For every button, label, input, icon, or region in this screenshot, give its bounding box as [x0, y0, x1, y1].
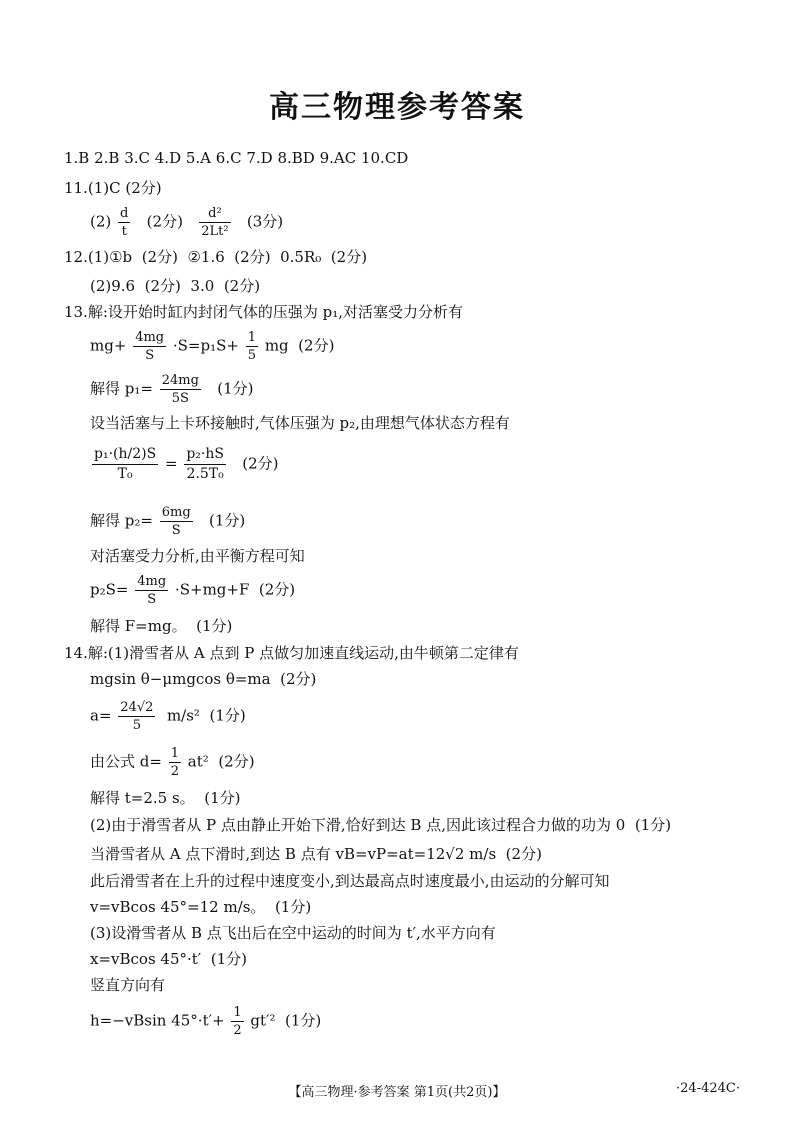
numerator: 4mg: [137, 574, 167, 589]
fraction: [92, 446, 158, 483]
denominator: S: [171, 523, 181, 538]
answers-line-13-state: [90, 416, 510, 431]
line-text: 设当活塞与上卡环接触时,气体压强为 p₂,由理想气体状态方程有: [90, 414, 510, 432]
denominator: S: [147, 592, 157, 607]
answers-line-13-p2: [90, 505, 245, 538]
numerator: 24mg: [161, 373, 199, 388]
line-pre: h=−vBsin 45°·t′+: [90, 1011, 225, 1030]
denominator: 2Lt²: [201, 224, 229, 239]
answers-line-13-p1: [90, 373, 254, 406]
numerator: 1: [247, 330, 257, 345]
answers-line-13-eq2: [90, 446, 279, 483]
answers-line-mc: [64, 151, 408, 166]
answers-line-13-eq1: [90, 330, 334, 363]
answers-line-13-eq3: [90, 574, 295, 607]
line-text: 当滑雪者从 A 点下滑时,到达 B 点有 vB=vP=at=12√2 m/s (2分): [90, 845, 542, 863]
line-mid: =: [164, 454, 178, 473]
line-pre: 解得 p₂=: [90, 511, 153, 530]
line-pre: (2): [90, 212, 112, 231]
line-text: 对活塞受力分析,由平衡方程可知: [90, 547, 305, 565]
numerator: d: [120, 206, 129, 221]
numerator: 1: [233, 1005, 242, 1020]
line-text: 12.(1)①b (2分) ②1.6 (2分) 0.5R₀ (2分): [64, 248, 368, 266]
numerator: p₁·(h/2)S: [92, 446, 158, 465]
fraction: [169, 746, 181, 779]
line-text: (2)9.6 (2分) 3.0 (2分): [90, 277, 261, 295]
numerator: p₂·hS: [184, 446, 226, 465]
line-text: 11.(1)C (2分): [64, 179, 162, 197]
fraction: [135, 574, 168, 607]
line-text: 此后滑雪者在上升的过程中速度变小,到达最高点时速度最小,由运动的分解可知: [90, 872, 610, 890]
denominator: 2: [233, 1023, 242, 1038]
line-post: (1分): [207, 379, 254, 398]
line-post: mg (2分): [264, 336, 335, 355]
line-text: 竖直方向有: [90, 976, 166, 994]
line-pre: 由公式 d=: [90, 752, 162, 771]
page-code: ·24-424C·: [676, 1081, 740, 1096]
line-mid: ·S=p₁S+: [172, 336, 239, 355]
numerator: d²: [199, 206, 230, 223]
line-post: ·S+mg+F (2分): [174, 580, 296, 599]
answers-line-14-newton: [90, 672, 316, 687]
answers-line-13-result: [90, 619, 232, 634]
line-text: 1.B 2.B 3.C 4.D 5.A 6.C 7.D 8.BD 9.AC 10.CD: [64, 149, 409, 167]
fraction: [133, 330, 166, 363]
numerator: 1: [170, 746, 180, 761]
answers-line-14-intro: [64, 646, 519, 661]
fraction: [231, 1005, 243, 1038]
line-text: x=vBcos 45°·t′ (1分): [90, 950, 247, 968]
line-text: (2)由于滑雪者从 P 点由静止开始下滑,恰好到达 B 点,因此该过程合力做的功为 0 (1分): [90, 816, 672, 834]
line-post: gt′² (1分): [250, 1011, 322, 1030]
answers-line-11-2: [90, 206, 283, 239]
line-text: 解得 F=mg。 (1分): [90, 617, 233, 635]
numerator: 24√2: [120, 700, 154, 715]
fraction: [118, 700, 155, 733]
line-text: 13.解:设开始时缸内封闭气体的压强为 p₁,对活塞受力分析有: [64, 303, 464, 321]
answers-line-13-balance: [90, 549, 305, 564]
answers-line-11-1: [64, 181, 162, 196]
denominator: S: [145, 348, 155, 363]
denominator: 5S: [171, 391, 189, 406]
line-pre: 解得 p₁=: [90, 379, 153, 398]
answers-line-12-2: [90, 279, 260, 294]
line-post: (1分): [199, 511, 246, 530]
denominator: T₀: [117, 466, 133, 482]
denominator: 2.5T₀: [186, 466, 224, 482]
denominator: 5: [247, 348, 257, 363]
answers-line-14-x: [90, 952, 247, 967]
line-text: v=vBcos 45°=12 m/s。 (1分): [90, 898, 312, 916]
answers-line-14-v: [90, 900, 311, 915]
fraction: [246, 330, 258, 363]
answers-line-14-3: [90, 926, 496, 941]
denominator: t: [121, 224, 127, 239]
line-pre: mg+: [90, 336, 127, 355]
fraction: [160, 505, 193, 538]
fraction: [184, 446, 226, 483]
answers-line-14-decompose: [90, 874, 610, 889]
line-text: 解得 t=2.5 s。 (1分): [90, 789, 241, 807]
line-post: (3分): [237, 212, 284, 231]
answers-line-12-1: [64, 250, 367, 265]
answers-line-14-formula: [90, 746, 255, 779]
answers-line-14-time: [90, 791, 240, 806]
denominator: 5: [132, 718, 141, 733]
line-text: 14.解:(1)滑雪者从 A 点到 P 点做匀加速直线运动,由牛顿第二定律有: [64, 644, 519, 662]
numerator: 6mg: [161, 505, 191, 520]
fraction: [118, 206, 130, 239]
answers-line-14-2: [90, 818, 671, 833]
answers-line-14-vertical: [90, 978, 165, 993]
line-mid: (2分): [137, 212, 193, 231]
answers-line-14-accel: [90, 700, 246, 733]
page-footer: 【高三物理·参考答案 第1页(共2页)】: [288, 1085, 506, 1100]
answers-line-14-vb: [90, 847, 542, 862]
fraction: [199, 206, 230, 239]
line-post: at² (2分): [187, 752, 255, 771]
page-title: 高三物理参考答案: [269, 90, 525, 125]
answers-line-14-h: [90, 1005, 321, 1038]
fraction: [160, 373, 201, 406]
numerator: 4mg: [135, 330, 165, 345]
line-text: (3)设滑雪者从 B 点飞出后在空中运动的时间为 t′,水平方向有: [90, 924, 496, 942]
line-pre: a=: [90, 706, 112, 725]
denominator: 2: [170, 764, 180, 779]
line-post: (2分): [232, 454, 279, 473]
line-post: m/s² (1分): [162, 706, 246, 725]
answers-line-13-intro: [64, 305, 463, 320]
line-text: mgsin θ−μmgcos θ=ma (2分): [90, 670, 317, 688]
line-pre: p₂S=: [90, 580, 129, 599]
